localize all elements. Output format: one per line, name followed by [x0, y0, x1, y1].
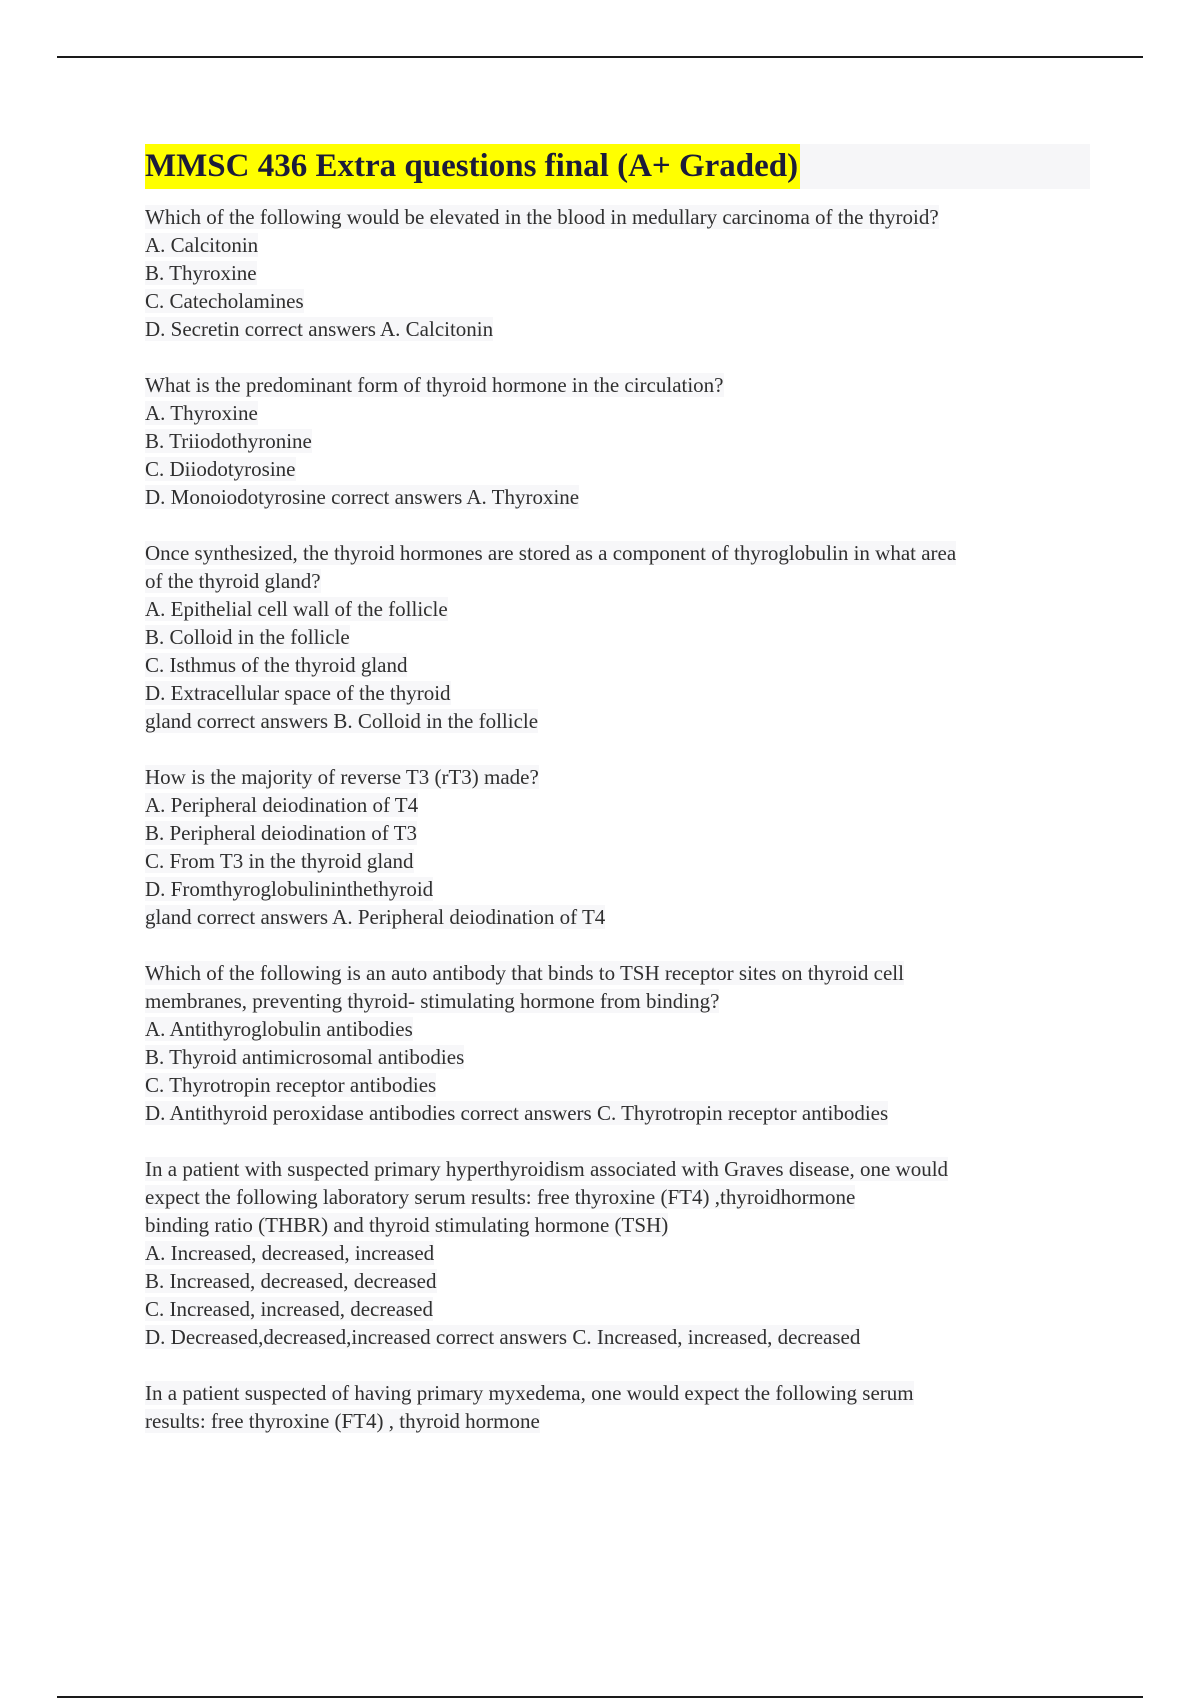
question-line-text: gland correct answers A. Peripheral deiodination of T4: [145, 905, 606, 929]
question-text: [145, 763, 1090, 791]
question-block: [145, 203, 1090, 343]
question-line: [145, 259, 1090, 287]
question-spacer: [145, 511, 1090, 539]
top-divider: [57, 56, 1143, 58]
question-line: [145, 595, 1090, 623]
question-line: [145, 1183, 1090, 1211]
question-line: [145, 1211, 1090, 1239]
question-block: [145, 1379, 1090, 1435]
question-line: [145, 1267, 1090, 1295]
question-line-text: Which of the following would be elevated in the blood in medullary carcinoma of the thyroid?: [145, 205, 939, 229]
question-block: [145, 539, 1090, 735]
question-line-text: In a patient suspected of having primary myxedema, one would expect the following serum: [145, 1381, 914, 1405]
question-block: [145, 371, 1090, 511]
question-spacer: [145, 343, 1090, 371]
title-band: [145, 144, 1090, 189]
question-line: [145, 231, 1090, 259]
question-line-text: D. Antithyroid peroxidase antibodies correct answers C. Thyrotropin receptor antibodies: [145, 1101, 889, 1125]
question-line: [145, 903, 1090, 931]
document-title: MMSC 436 Extra questions final (A+ Graded): [145, 144, 800, 189]
question-list: [145, 203, 1090, 1435]
question-line: [145, 623, 1090, 651]
question-line-text: D. Secretin correct answers A. Calcitonin: [145, 317, 494, 341]
question-line-text: A. Calcitonin: [145, 233, 259, 257]
question-line-text: How is the majority of reverse T3 (rT3) made?: [145, 765, 539, 789]
question-line: [145, 1015, 1090, 1043]
question-line: [145, 819, 1090, 847]
question-line-text: A. Increased, decreased, increased: [145, 1241, 435, 1265]
question-line: [145, 987, 1090, 1015]
question-line: [145, 651, 1090, 679]
question-line: [145, 427, 1090, 455]
question-line-text: C. Thyrotropin receptor antibodies: [145, 1073, 437, 1097]
question-line-text: of the thyroid gland?: [145, 569, 321, 593]
question-line: [145, 455, 1090, 483]
question-line-text: expect the following laboratory serum results: free thyroxine (FT4) ,thyroidhormone: [145, 1185, 856, 1209]
question-line: [145, 1407, 1090, 1435]
question-line-text: B. Thyroxine: [145, 261, 257, 285]
question-line: [145, 875, 1090, 903]
question-block: [145, 959, 1090, 1127]
question-line-text: membranes, preventing thyroid- stimulating hormone from binding?: [145, 989, 720, 1013]
question-line-text: C. Diiodotyrosine: [145, 457, 296, 481]
question-line-text: D. Extracellular space of the thyroid: [145, 681, 451, 705]
question-line-text: A. Peripheral deiodination of T4: [145, 793, 419, 817]
question-line-text: gland correct answers B. Colloid in the follicle: [145, 709, 539, 733]
question-spacer: [145, 931, 1090, 959]
question-line-text: D. Monoiodotyrosine correct answers A. Thyroxine: [145, 485, 580, 509]
question-text: [145, 203, 1090, 231]
question-text: [145, 1379, 1090, 1407]
question-line-text: D. Decreased,decreased,increased correct answers C. Increased, increased, decreased: [145, 1325, 861, 1349]
question-line: [145, 567, 1090, 595]
question-line: [145, 1323, 1090, 1351]
question-line: [145, 399, 1090, 427]
question-line-text: Which of the following is an auto antibody that binds to TSH receptor sites on thyroid cell: [145, 961, 904, 985]
question-line: [145, 287, 1090, 315]
question-line-text: results: free thyroxine (FT4) , thyroid hormone: [145, 1409, 540, 1433]
question-line: [145, 1295, 1090, 1323]
document-body: [145, 144, 1090, 1435]
question-line-text: C. Isthmus of the thyroid gland: [145, 653, 408, 677]
question-spacer: [145, 1127, 1090, 1155]
question-line-text: C. Catecholamines: [145, 289, 304, 313]
question-line: [145, 679, 1090, 707]
question-text: [145, 539, 1090, 567]
question-line-text: In a patient with suspected primary hyperthyroidism associated with Graves disease, one would: [145, 1157, 949, 1181]
question-line-text: Once synthesized, the thyroid hormones are stored as a component of thyroglobulin in what area: [145, 541, 957, 565]
question-line-text: B. Thyroid antimicrosomal antibodies: [145, 1045, 465, 1069]
question-text: [145, 1155, 1090, 1183]
question-line: [145, 483, 1090, 511]
question-line: [145, 707, 1090, 735]
question-line: [145, 791, 1090, 819]
question-line-text: B. Peripheral deiodination of T3: [145, 821, 417, 845]
question-block: [145, 763, 1090, 931]
question-line-text: binding ratio (THBR) and thyroid stimulating hormone (TSH): [145, 1213, 669, 1237]
question-line-text: D. Fromthyroglobulininthethyroid: [145, 877, 434, 901]
question-line: [145, 1099, 1090, 1127]
question-spacer: [145, 1351, 1090, 1379]
question-line: [145, 847, 1090, 875]
question-line-text: A. Antithyroglobulin antibodies: [145, 1017, 413, 1041]
question-line: [145, 315, 1090, 343]
question-line-text: A. Epithelial cell wall of the follicle: [145, 597, 448, 621]
question-block: [145, 1155, 1090, 1351]
question-line-text: A. Thyroxine: [145, 401, 258, 425]
question-text: [145, 371, 1090, 399]
question-line-text: B. Colloid in the follicle: [145, 625, 350, 649]
question-line-text: B. Triiodothyronine: [145, 429, 312, 453]
question-text: [145, 959, 1090, 987]
question-line: [145, 1043, 1090, 1071]
question-line: [145, 1071, 1090, 1099]
question-line: [145, 1239, 1090, 1267]
question-line-text: What is the predominant form of thyroid hormone in the circulation?: [145, 373, 724, 397]
question-line-text: C. From T3 in the thyroid gland: [145, 849, 414, 873]
bottom-divider: [57, 1696, 1143, 1698]
question-line-text: C. Increased, increased, decreased: [145, 1297, 434, 1321]
question-spacer: [145, 735, 1090, 763]
question-line-text: B. Increased, decreased, decreased: [145, 1269, 437, 1293]
